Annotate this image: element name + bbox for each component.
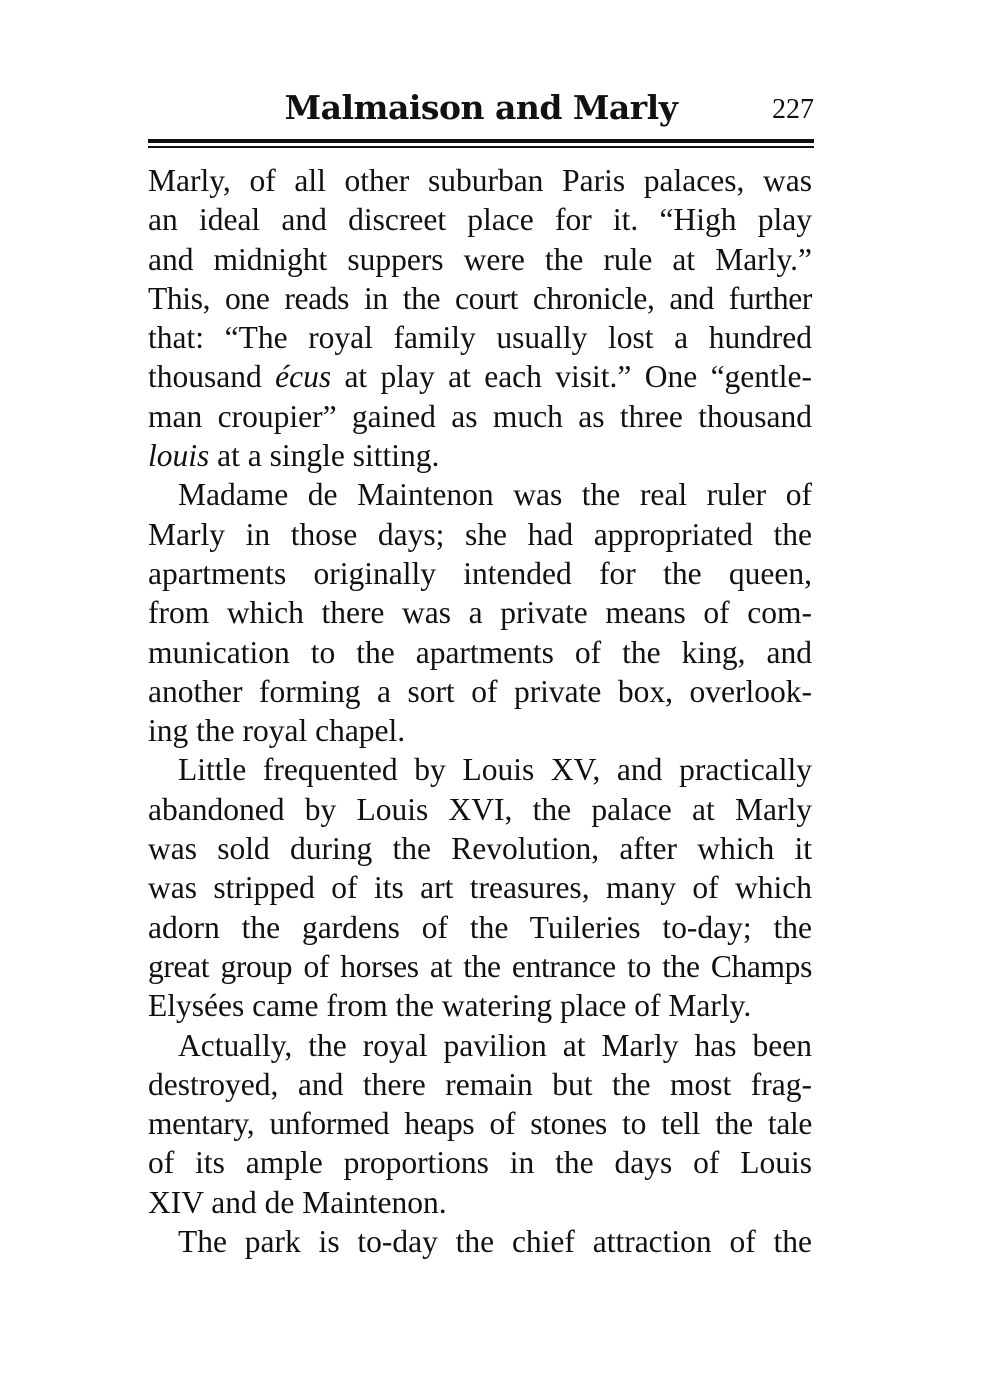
text-line: was sold during the Revolution, after which it [148, 831, 812, 867]
text-line: abandoned by Louis XVI, the palace at Marly [148, 791, 812, 827]
text-line: of its ample proportions in the days of Louis [148, 1145, 812, 1181]
header-rule-thin [148, 146, 814, 148]
text-line: apartments originally intended for the queen, [148, 555, 812, 591]
text-line: and midnight suppers were the rule at Marly.” [148, 241, 812, 277]
text-line: that: “The royal family usually lost a hundred [148, 320, 812, 356]
text-run: at a single sitting. [217, 438, 440, 474]
text-run: at play at each visit.” One “gentle- [344, 359, 812, 395]
text-line: mentary, unformed heaps of stones to tell the tale [148, 1106, 812, 1142]
text-line: Elysées came from the watering place of Marly. [148, 988, 752, 1024]
italic-word: écus [275, 359, 332, 395]
text-line: was stripped of its art treasures, many of which [148, 870, 812, 906]
text-line [148, 357, 812, 396]
text-line: Madame de Maintenon was the real ruler of [178, 477, 812, 513]
body-text [148, 161, 812, 1261]
text-line: This, one reads in the court chronicle, and further [148, 280, 812, 316]
page-number: 227 [772, 94, 814, 125]
text-run: thousand [148, 359, 262, 395]
text-line: an ideal and discreet place for it. “High play [148, 202, 812, 238]
text-line: great group of horses at the entrance to the Champs [148, 948, 812, 984]
text-line [148, 436, 812, 475]
text-line: The park is to-day the chief attraction of the [178, 1224, 812, 1260]
text-line: destroyed, and there remain but the most frag- [148, 1066, 812, 1102]
text-line: ing the royal chapel. [148, 713, 406, 749]
text-line: another forming a sort of private box, overlook- [148, 673, 812, 709]
text-line: from which there was a private means of com- [148, 595, 812, 631]
text-line: adorn the gardens of the Tuileries to-day; the [148, 909, 812, 945]
text-line: Marly in those days; she had appropriated the [148, 516, 812, 552]
running-head [148, 86, 814, 136]
italic-word: louis [148, 438, 210, 474]
text-line: Marly, of all other suburban Paris palaces, was [148, 163, 812, 198]
text-line: Actually, the royal pavilion at Marly has been [178, 1027, 812, 1063]
running-title: Malmaison and Marly [284, 88, 678, 127]
text-line: munication to the apartments of the king, and [148, 634, 812, 670]
text-line: man croupier” gained as much as three thousand [148, 398, 812, 434]
header-rule-thick [148, 139, 814, 143]
text-line: Little frequented by Louis XV, and practically [178, 752, 812, 788]
text-line: XIV and de Maintenon. [148, 1184, 447, 1220]
